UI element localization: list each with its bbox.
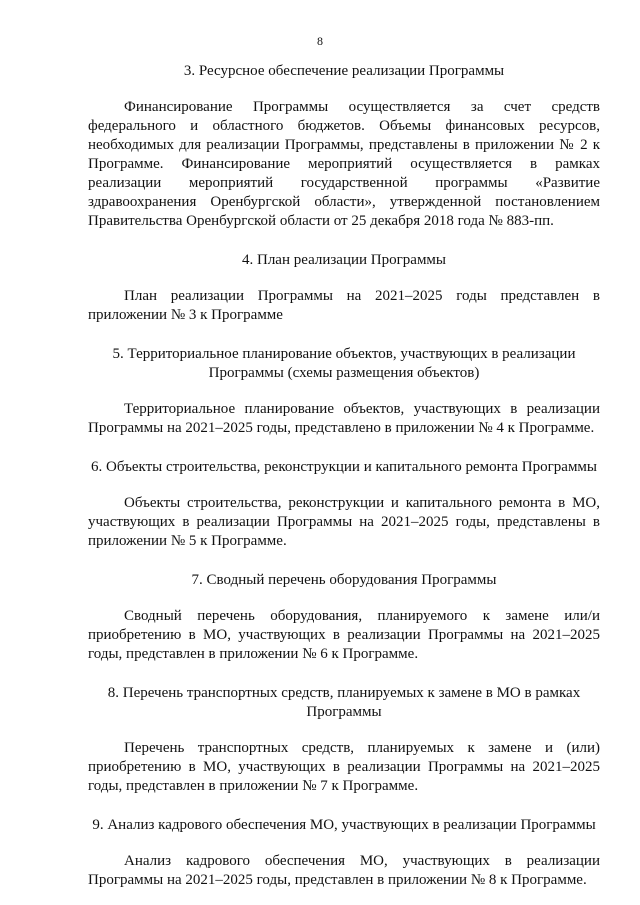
section-heading: 9. Анализ кадрового обеспечения МО, участвующих в реализации Программы [92,817,596,833]
section-8 [88,684,600,816]
section-paragraph: Перечень транспортных средств, планируемых к замене и (или) приобретению в МО, участвующих в реализации Программы на 2021–2025 годы, представлен в приложении № 7 к Программе. [88,740,600,794]
section-heading: 4. План реализации Программы [241,252,447,268]
section-4 [88,251,600,345]
section-paragraph: Финансирование Программы осуществляется за счет средств федерального и областного бюджетов. Объемы финансовых ресурсов, необходимых для реализации Программы, представлены в приложении № 2 к Программе. Финансирование мероприятий осуществляется в рамках реализации мероприятий государственной программы «Развитие здравоохранения Оренбургской области», утвержденной постановлением Правительства Оренбургской области от 25 декабря 2018 года № 883-пп. [88,99,600,229]
section-5 [88,345,600,458]
section-heading: 6. Объекты строительства, реконструкции и капитального ремонта Программы [90,459,597,475]
section-paragraph: Территориальное планирование объектов, участвующих в реализации Программы на 2021–2025 годы, представлено в приложении № 4 к Программе. [88,401,600,436]
page-number: 8 [317,34,323,48]
section-heading: 7. Сводный перечень оборудования Программы [191,572,497,588]
section-7 [88,571,600,684]
section-heading: 5. Территориальное планирование объектов, участвующих в реализации Программы (схемы размещения объектов) [112,346,576,381]
section-paragraph: Объекты строительства, реконструкции и капитального ремонта в МО, участвующих в реализации Программы на 2021–2025 годы, представлены в приложении № 5 к Программе. [88,495,600,549]
section-6 [88,458,600,571]
section-paragraph: Сводный перечень оборудования, планируемого к замене или/и приобретению в МО, участвующих в реализации Программы на 2021–2025 годы, представлен в приложении № 6 к Программе. [88,608,600,662]
section-heading: 8. Перечень транспортных средств, планируемых к замене в МО в рамках Программы [107,685,581,720]
section-paragraph: Анализ кадрового обеспечения МО, участвующих в реализации Программы на 2021–2025 годы, представлен в приложении № 8 к Программе. [88,853,600,888]
section-heading: 3. Ресурсное обеспечение реализации Программы [183,63,505,79]
section-3 [88,62,600,251]
section-paragraph: План реализации Программы на 2021–2025 годы представлен в приложении № 3 к Программе [88,288,600,323]
section-9 [88,816,600,890]
document-content [88,62,600,890]
